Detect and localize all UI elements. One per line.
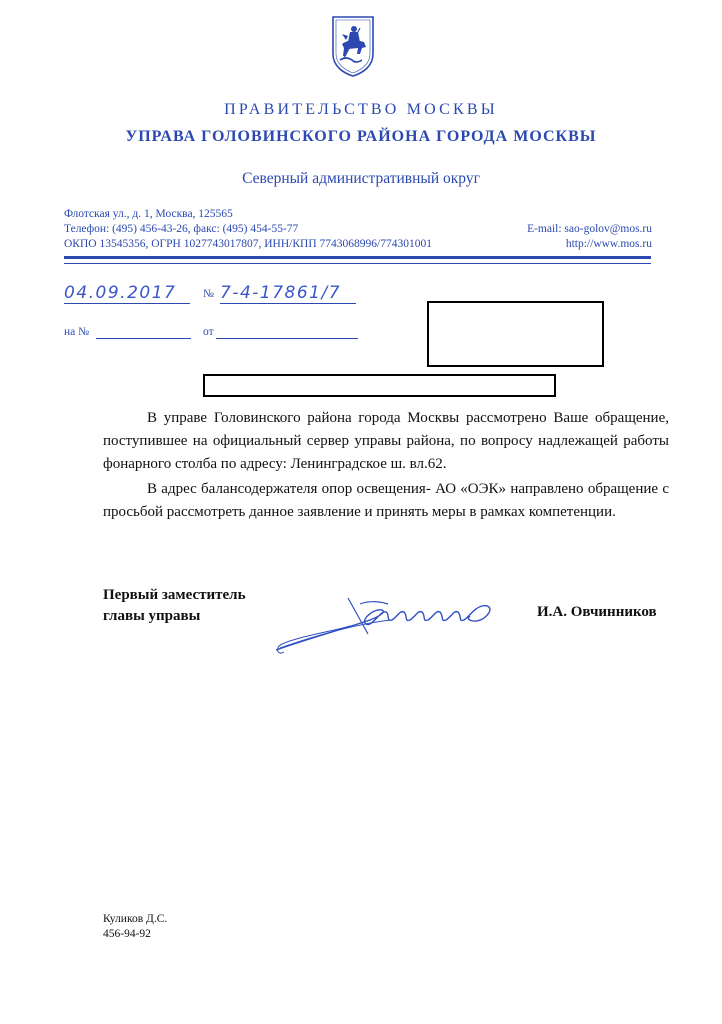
registration-codes: ОКПО 13545356, ОГРН 1027743017807, ИНН/КПП 7743068996/774301001 [64,238,432,250]
email-link[interactable]: E-mail: sao-golov@mos.ru [527,223,652,235]
redacted-recipient-box [427,301,604,367]
redacted-salutation-box [203,374,556,397]
outgoing-number: 7-4-17861/7 [220,283,356,304]
executor-name: Куликов Д.С. [103,913,168,925]
moscow-coat-of-arms-icon [330,14,376,78]
contact-block [64,207,432,252]
government-title: ПРАВИТЕЛЬСТВО МОСКВЫ [224,101,498,118]
signer-position-line-2: главы управы [103,608,201,624]
body-paragraph-2: В адрес балансодержателя опор освещения- АО «ОЭК» направлено обращение с просьбой рассмотреть данное заявление и принять меры в рамках компетенции. [103,481,669,520]
signer-position-line-1: Первый заместитель [103,587,246,603]
number-label: № [203,288,214,300]
website-link[interactable]: http://www.mos.ru [565,238,652,250]
reference-date-label: от [203,326,214,338]
uprava-title: УПРАВА ГОЛОВИНСКОГО РАЙОНА ГОРОДА МОСКВЫ [125,128,597,145]
phone-fax: Телефон: (495) 456-43-26, факс: (495) 454-55-77 [64,223,299,235]
header-divider-thick [64,256,651,259]
reference-label: на № [64,326,90,338]
executor-phone: 456-94-92 [103,928,151,940]
body-paragraph-1: В управе Головинского района города Москвы рассмотрено Ваше обращение, поступившее на официальный сервер управы района, по вопросу надлежащей работы фонарного столба по адресу: Ленинградское ш. вл.62. [103,410,669,472]
signer-position [103,585,246,627]
web-contact-block [527,222,652,252]
reference-date-line [216,338,358,339]
header-divider-thin [64,263,651,264]
handwritten-signature [270,590,500,660]
reference-number-line [96,338,191,339]
outgoing-date: 04.09.2017 [64,283,190,304]
signer-name: И.А. Овчинников [537,604,657,620]
address: Флотская ул., д. 1, Москва, 125565 [64,208,233,220]
district-name: Северный административный округ [242,170,480,187]
executor-block [103,912,167,942]
